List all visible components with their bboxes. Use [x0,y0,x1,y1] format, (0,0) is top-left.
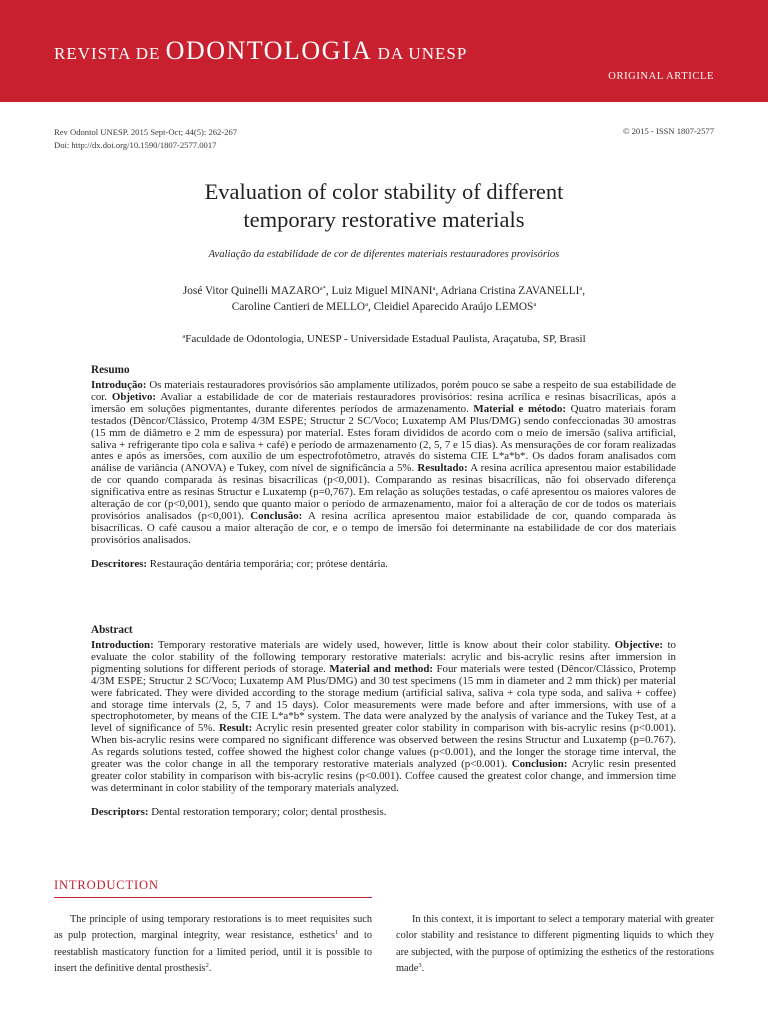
journal-name-main: ODONTOLOGIA [165,36,373,65]
journal-banner [0,0,768,102]
author-affiliation-mark: a [533,300,537,308]
journal-name [54,36,467,66]
resumo-label-material: Material e método: [473,402,567,415]
author-name: Cleidiel Aparecido Araújo LEMOS [373,300,534,313]
abstract-text-conclusion: Acrylic resin presented greater color stability in comparison with bis-acrylic resins (p<0.001). Coffee caused the greatest color change, and immersion time was determinant in color stability of the temporary materials analyzed. [91,758,676,794]
resumo-text-introducao: Os materiais restauradores provisórios são amplamente utilizados, porém pouco se sabe a respeito de sua estabilidade de cor. [91,379,676,403]
article-title-line2: temporary restorative materials [243,207,525,232]
author-name: Caroline Cantieri de MELLO [231,300,366,313]
introduction-left-text-2: and to reestablish masticatory function for a limited period, until it is possible to insert the definitive dental prosthesis [54,930,372,974]
abstract-keywords-text: Dental restoration temporary; color; dental prosthesis. [148,805,387,818]
author-affiliation-mark: a* [319,285,326,292]
author-affiliation-mark: a [432,285,436,292]
abstract-label-material: Material and method: [329,662,434,675]
resumo-text-resultado: A resina acrílica apresentou maior estabilidade de cor quando comparada às resinas bisacrílicas (p<0,001). Comparando as resinas bisacrílicas, não foi observado diferença significativa entre as resinas Structur e Luxatemp (p=0,767). Em relação as soluções testadas, o café apresentou os maiores valores de alteração de cor (p<0,001), sendo que quanto maior o período de armazenamento, maior foi a alteração de cor de todos os materiais provisórios analisados (p<0,001). [91,462,676,522]
article-type: ORIGINAL ARTICLE [608,71,714,82]
author-name: Adriana Cristina ZAVANELLI [440,285,580,297]
abstract-keywords-label: Descriptors: [91,805,149,818]
resumo-text-material: Quatro materiais foram testados (Dêncor/Clássico, Protemp 4/3M ESPE; Structur 2 SC/Voco; Luxatemp AM Plus/DMG) sendo confeccionadas 30 amostras (15 mm de diâmetro e 2 mm de espessura) por material. Estes foram divididos de acordo com o meio de imersão (saliva artificial, saliva + refrigerante tipo cola e saliva + café) e período de armazenamento (2, 5, 7 e 15 dias). As mensurações de cor foram realizadas antes e após as imersões, com auxílio de um espectrofotômetro, através do sistema CIE L*a*b*. Os dados foram analisados com análise de variância (ANOVA) e Tukey, com nível de significância a 5%. [91,402,676,475]
author-separator: , [582,285,586,297]
abstract-text-result: Acrylic resin presented greater color stability in comparison with bis-acrylic resins (p<0.001). When bis-acrylic resins were compared no significant difference was observed between the resins Structur and Luxatemp (p=0.767). As regards solutions tested, coffee showed the highest color change values (p<0.001), and the longer the storage time interval, the greater was the color change in all the temporary restorative materials analyzed (p<0.001). [91,722,676,771]
resumo-label-conclusao: Conclusão: [250,509,303,522]
abstract-text-introduction: Temporary restorative materials are widely used, however, little is know about their color stability. [153,639,615,651]
author-separator: , [325,285,332,297]
resumo-section [91,364,676,570]
article-title-line1: Evaluation of color stability of different [204,179,564,204]
citation-doi[interactable]: Doi: http://dx.doi.org/10.1590/1807-2577.0017 [54,140,217,150]
article-subtitle: Avaliação da estabilidade de cor de diferentes materiais restauradores provisórios [208,249,560,260]
introduction-right-end: . [421,962,425,974]
author-name: Luiz Miguel MINANI [331,285,433,297]
reference-mark[interactable]: 2 [205,961,209,969]
copyright-issn: © 2015 - ISSN 1807-2577 [622,126,714,136]
introduction-left-end: . [208,962,212,974]
affiliation [84,333,684,345]
affiliation-mark: a [182,333,186,340]
journal-name-suffix: DA UNESP [372,44,468,63]
resumo-keywords-text: Restauração dentária temporária; cor; prótese dentária. [147,557,389,570]
abstract-label-result: Result: [218,722,253,735]
author-line-1 [84,284,684,300]
resumo-text-objetivo: Avaliar a estabilidade de cor de materiais restauradores provisórios: resina acrílica e resinas bisacrílicas, após a imersão em soluções pigmentantes, durante diferentes períodos de armazenamento. [91,390,676,415]
resumo-text [91,380,676,547]
reference-mark[interactable]: 1 [335,929,339,937]
resumo-keywords [91,558,676,570]
abstract-label-objective: Objective: [614,639,664,651]
resumo-text-conclusao: A resina acrílica apresentou maior estabilidade de cor, quando comparada às bisacrílicas. O café causou a maior alteração de cor, e o tempo de imersão foi determinante na estabilidade de cor dos materiais provisórios analisados. [91,509,676,546]
resumo-label-resultado: Resultado: [417,462,468,475]
author-separator: , [367,300,374,313]
author-separator: , [435,285,441,297]
author-affiliation-mark: a [579,285,583,292]
citation-reference: Rev Odontol UNESP. 2015 Sept-Oct; 44(5): 262-267 [54,127,238,137]
introduction-right-text: In this context, it is important to select a temporary material with greater color stability and resistance to different pigmenting liquids to which they are subjected, with the purpose of optimizing the esthetics of the restorations made [396,914,714,974]
introduction-heading: INTRODUCTION [54,878,159,892]
abstract-section [91,624,676,818]
resumo-heading: Resumo [91,364,130,376]
reference-mark[interactable]: 3 [418,961,422,969]
abstract-text-objective: to evaluate the color stability of the following temporary restorative materials: acrylic and bis-acrylic resins after immersion in pigmenting solutions for different periods of storage. [91,639,676,675]
introduction-left-text: The principle of using temporary restorations is to meet requisites such as pulp protection, marginal integrity, wear resistance, esthetics [54,914,372,942]
abstract-text-material: Four materials were tested (Dêncor/Clássico, Protemp 4/3M ESPE; Structur 2 SC/Voco; Luxatemp AM Plus/DMG) and 30 test specimens (15 mm in diameter and 2 mm thick) per material were fabricated. They were divided according to the storage medium (artificial saliva, saliva + cola type soda, and saliva + coffee) and storage time intervals (2, 5, 7 and 15 days). Color measurements were made before and after immersions, with use of a spectrophotometer, by means of the CIE L*a*b* system. The data were analyzed by the analysis of variance and the Tukey Test, at a level of significance of 5%. [91,662,676,735]
abstract-keywords [91,806,676,818]
abstract-label-introduction: Introduction: [91,639,154,651]
affiliation-text: Faculdade de Odontologia, UNESP - Universidade Estadual Paulista, Araçatuba, SP, Brasil [185,333,586,345]
abstract-label-conclusion: Conclusion: [511,758,568,771]
article-title [84,178,684,234]
author-name: José Vitor Quinelli MAZARO [182,285,320,297]
abstract-heading: Abstract [91,624,133,636]
author-affiliation-mark: a [365,300,368,308]
citation-block [54,126,237,152]
author-list [84,284,684,315]
abstract-text [91,640,676,795]
resumo-keywords-label: Descritores: [91,557,148,570]
resumo-label-objetivo: Objetivo: [111,390,157,403]
author-line-2 [84,300,684,316]
introduction-divider [54,897,372,898]
introduction-column-right [396,912,714,977]
resumo-label-introducao: Introdução: [91,379,147,391]
journal-name-prefix: REVISTA DE [54,44,166,63]
introduction-column-left [54,912,372,977]
